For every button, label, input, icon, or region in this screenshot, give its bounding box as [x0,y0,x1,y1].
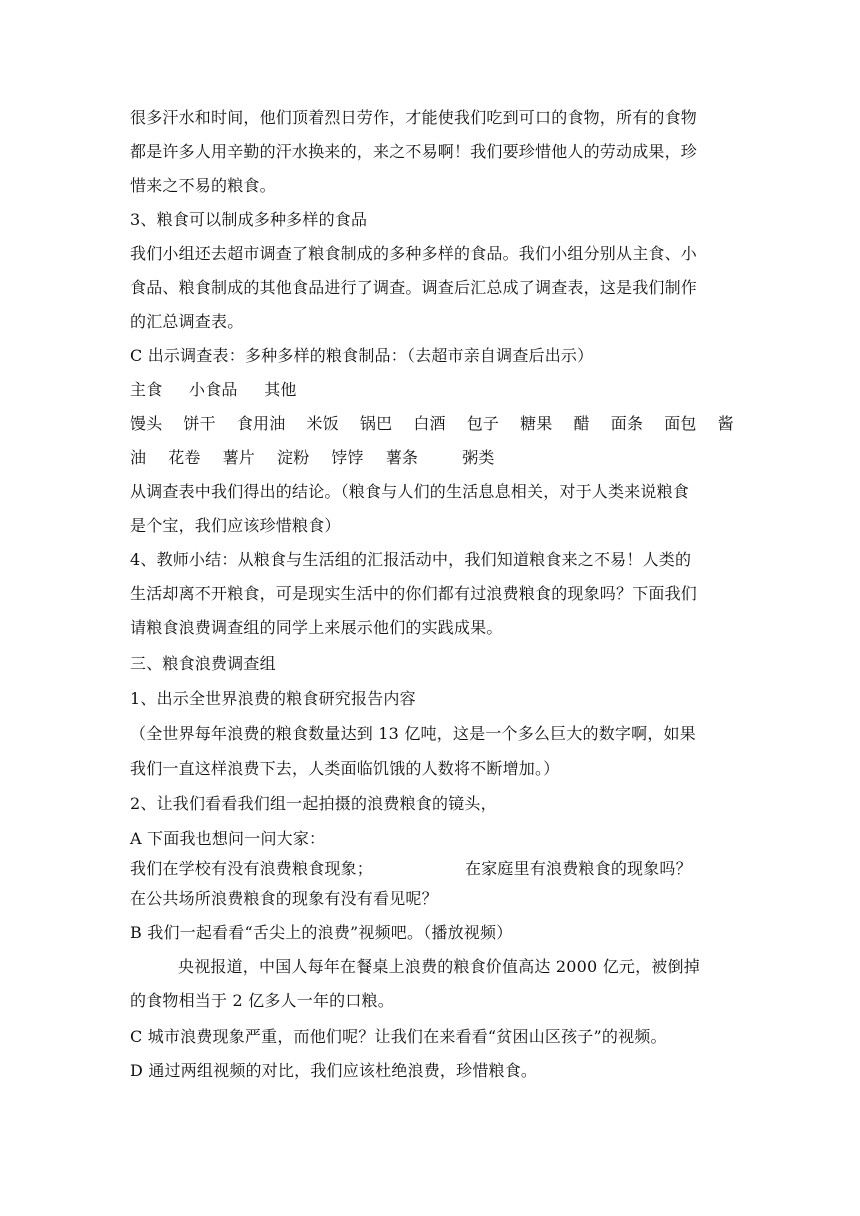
table-cell: 淀粉 [277,448,310,467]
paragraph-line: D 通过两组视频的对比，我们应该杜绝浪费，珍惜粮食。 [130,1061,538,1080]
paragraph-line: 请粮食浪费调查组的同学上来展示他们的实践成果。 [130,618,503,637]
paragraph-line: A 下面我也想问一问大家： [130,829,326,848]
paragraph-line: （全世界每年浪费的粮食数量达到 13 亿吨，这是一个多么巨大的数字啊，如果 [130,724,696,743]
table-cell: 糖果 [520,414,553,433]
table-cell: 粥类 [462,448,495,467]
table-cell: 面包 [664,414,697,433]
table-cell: 米饭 [306,414,339,433]
paragraph-line: 从调查表中我们得出的结论。（粮食与人们的生活息息相关，对于人类来说粮食 [130,482,690,501]
survey-table-header [130,379,297,401]
table-cell: 馒头 [130,414,163,433]
paragraph-line: 4、教师小结：从粮食与生活组的汇报活动中，我们知道粮食来之不易！人类的 [130,550,692,569]
paragraph-line: 是个宝，我们应该珍惜粮食） [130,516,341,535]
paragraph-line: B 我们一起看看“舌尖上的浪费”视频吧。（播放视频） [130,923,513,942]
paragraph-line: 在公共场所浪费粮食的现象有没有看见呢？ [130,889,438,908]
section-heading: 三、粮食浪费调查组 [130,654,276,673]
table-header-cell: 小食品 [189,380,238,399]
table-cell: 包子 [466,414,500,433]
paragraph-line: 都是许多人用辛勤的汗水换来的，来之不易啊！我们要珍惜他人的劳动成果，珍 [130,142,698,161]
table-cell: 锅巴 [359,414,393,433]
table-cell: 薯条 [385,448,419,467]
paragraph-line: C 出示调查表：多种多样的粮食制品：（去超市亲自调查后出示） [130,346,594,365]
table-cell: 油 [130,448,147,467]
subsection-heading: 2、让我们看看我们组一起拍摄的浪费粮食的镜头， [130,794,497,813]
survey-table-row [130,413,734,435]
table-cell: 饽饽 [331,448,364,467]
table-cell: 薯片 [222,448,256,467]
table-cell: 醋 [573,414,590,433]
table-cell: 食用油 [236,414,286,433]
paragraph-line: 的汇总调查表。 [130,312,244,331]
table-cell: 白酒 [413,414,446,433]
table-header-cell: 主食 [130,380,163,399]
paragraph-line: 我们小组还去超市调查了粮食制成的多种多样的食品。我们小组分别从主食、小 [130,244,698,263]
paragraph-line: 央视报道，中国人每年在餐桌上浪费的粮食价值高达 2000 亿元，被倒掉 [178,957,700,976]
table-cell: 酱 [717,414,734,433]
question-line [130,858,734,880]
paragraph-line: 生活却离不开粮食，可是现实生活中的你们都有过浪费粮食的现象吗？下面我们 [130,584,698,603]
paragraph-line: 的食物相当于 2 亿多人一年的口粮。 [130,991,394,1010]
paragraph-line: 我们一直这样浪费下去，人类面临饥饿的人数将不断增加。） [130,759,560,778]
paragraph-line: C 城市浪费现象严重，而他们呢？让我们在来看看“贫困山区孩子”的视频。 [130,1027,667,1046]
paragraph-line: 惜来之不易的粮食。 [130,176,276,195]
section-heading: 3、粮食可以制成多种多样的食品 [130,210,368,229]
question-right: 在家庭里有浪费粮食的现象吗？ [465,859,692,878]
table-cell: 花卷 [168,448,201,467]
survey-table-row [130,447,495,469]
table-cell: 饼干 [183,414,216,433]
subsection-heading: 1、出示全世界浪费的粮食研究报告内容 [130,689,416,708]
paragraph-line: 食品、粮食制成的其他食品进行了调查。调查后汇总成了调查表，这是我们制作 [130,278,698,297]
table-cell: 面条 [610,414,644,433]
table-header-cell: 其他 [264,380,297,399]
paragraph-line: 很多汗水和时间，他们顶着烈日劳作，才能使我们吃到可口的食物，所有的食物 [130,108,698,127]
question-left: 我们在学校有没有浪费粮食现象； [130,859,374,878]
